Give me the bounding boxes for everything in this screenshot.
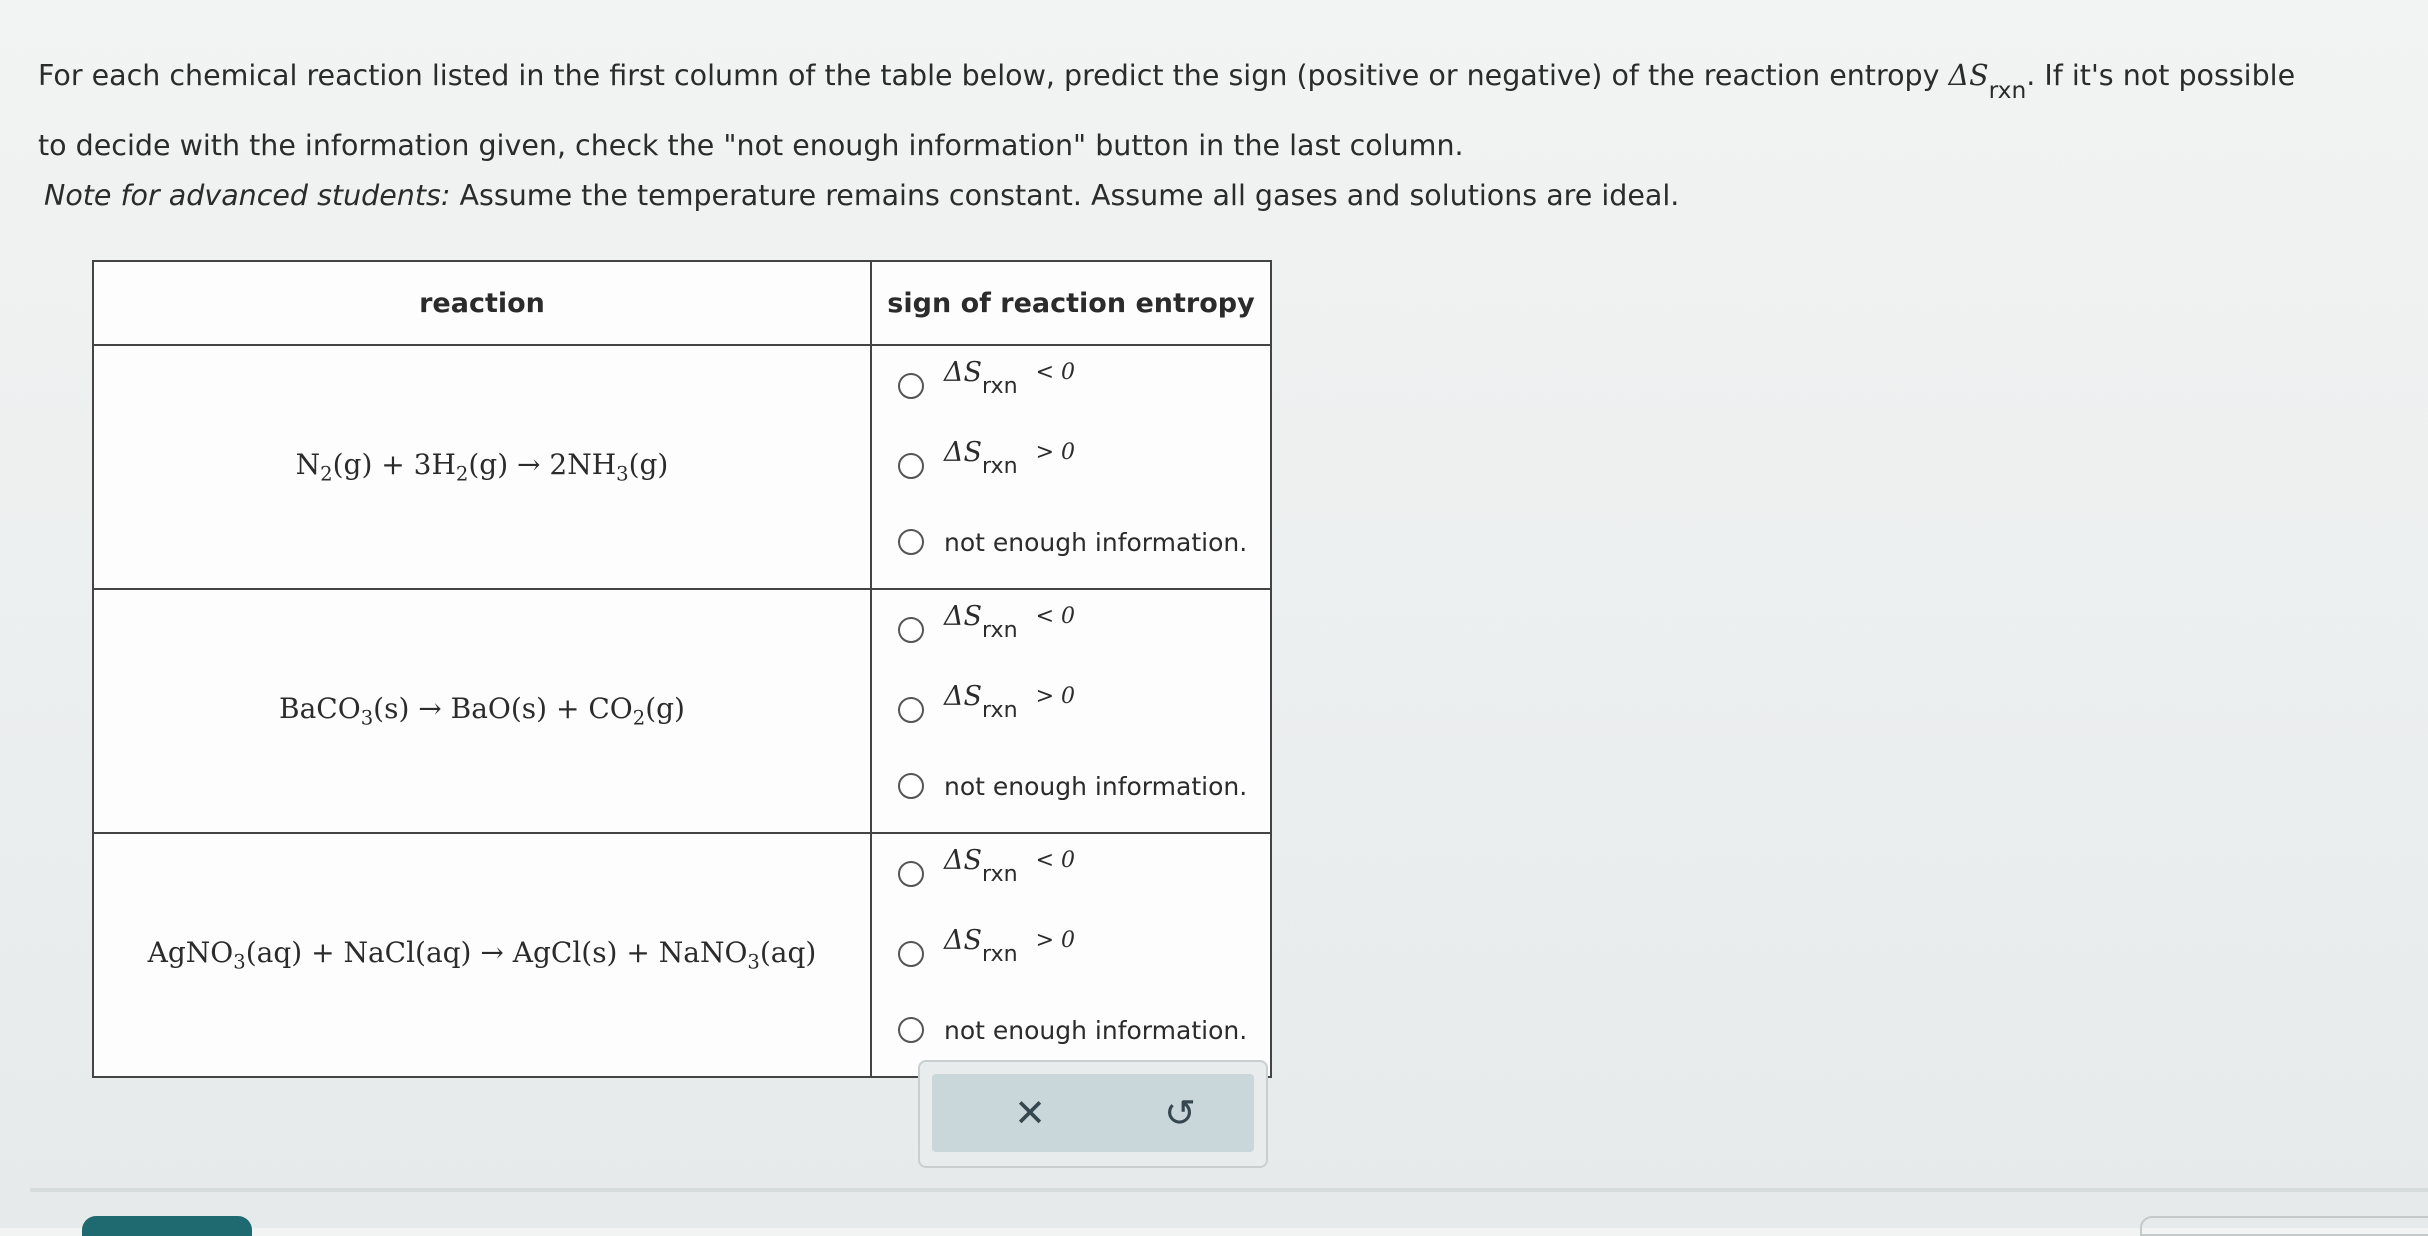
radio-button[interactable] (898, 941, 924, 967)
option-positive[interactable]: $\Delta S_{rxn}> 0$ (898, 426, 1270, 506)
undo-icon: ↺ (1164, 1091, 1196, 1135)
table-row (93, 589, 1271, 833)
radio-button[interactable] (898, 697, 924, 723)
radio-button[interactable] (898, 773, 924, 799)
header-reaction: reaction (93, 261, 871, 345)
radio-button[interactable] (898, 529, 924, 555)
radio-button[interactable] (898, 453, 924, 479)
sign-options (871, 345, 1271, 589)
instructions (38, 48, 2398, 174)
option-negative[interactable]: $\Delta S_{rxn}< 0$ (898, 834, 1270, 914)
radio-button[interactable] (898, 861, 924, 887)
option-not-enough-info[interactable]: not enough information. (898, 750, 1270, 822)
sign-options (871, 833, 1271, 1077)
close-icon: ✕ (1014, 1091, 1046, 1135)
instructions-line-1: For each chemical reaction listed in the first column of the table below, predict the sign (positive or negative) of the reaction entropy $\Delta S_{rxn}$. If it's not possible (38, 59, 2296, 104)
reaction-equation: BaCO$_3$(s) → $BaO(s) + CO_2(g)$ (93, 589, 871, 833)
answer-toolbar (918, 1060, 1268, 1168)
sign-options (871, 589, 1271, 833)
table-row (93, 833, 1271, 1077)
option-not-enough-info[interactable]: not enough information. (898, 506, 1270, 578)
table-row (93, 345, 1271, 589)
footer-tab[interactable] (82, 1216, 252, 1236)
radio-button[interactable] (898, 373, 924, 399)
advanced-note: Note for advanced students: Assume the temperature remains constant. Assume all gases and solutions are ideal. (44, 179, 1680, 212)
instructions-line-2: to decide with the information given, check the "not enough information" button in the last column. (38, 128, 1464, 162)
delta-s-symbol: $\Delta S_{rxn}$ (1948, 59, 2027, 104)
reaction-equation: $N_2(g) + 3H_2(g) \to 2NH_3(g)$ (93, 345, 871, 589)
undo-button[interactable] (1140, 1074, 1220, 1152)
clear-answer-button[interactable] (990, 1074, 1070, 1152)
option-not-enough-info[interactable]: not enough information. (898, 994, 1270, 1066)
reaction-table (92, 260, 1272, 1078)
footer-divider (30, 1188, 2428, 1192)
option-positive[interactable]: $\Delta S_{rxn}> 0$ (898, 914, 1270, 994)
toolbar-panel (932, 1074, 1254, 1152)
radio-button[interactable] (898, 1017, 924, 1043)
option-positive[interactable]: $\Delta S_{rxn}> 0$ (898, 670, 1270, 750)
option-negative[interactable]: $\Delta S_{rxn}< 0$ (898, 346, 1270, 426)
option-negative[interactable]: $\Delta S_{rxn}< 0$ (898, 590, 1270, 670)
reaction-equation: AgNO$_3$(aq) + NaCl(aq) → AgCl(s) + NaNO$_3$(aq) (93, 833, 871, 1077)
header-sign: sign of reaction entropy (871, 261, 1271, 345)
radio-button[interactable] (898, 617, 924, 643)
footer-tab-outline[interactable] (2140, 1216, 2428, 1236)
